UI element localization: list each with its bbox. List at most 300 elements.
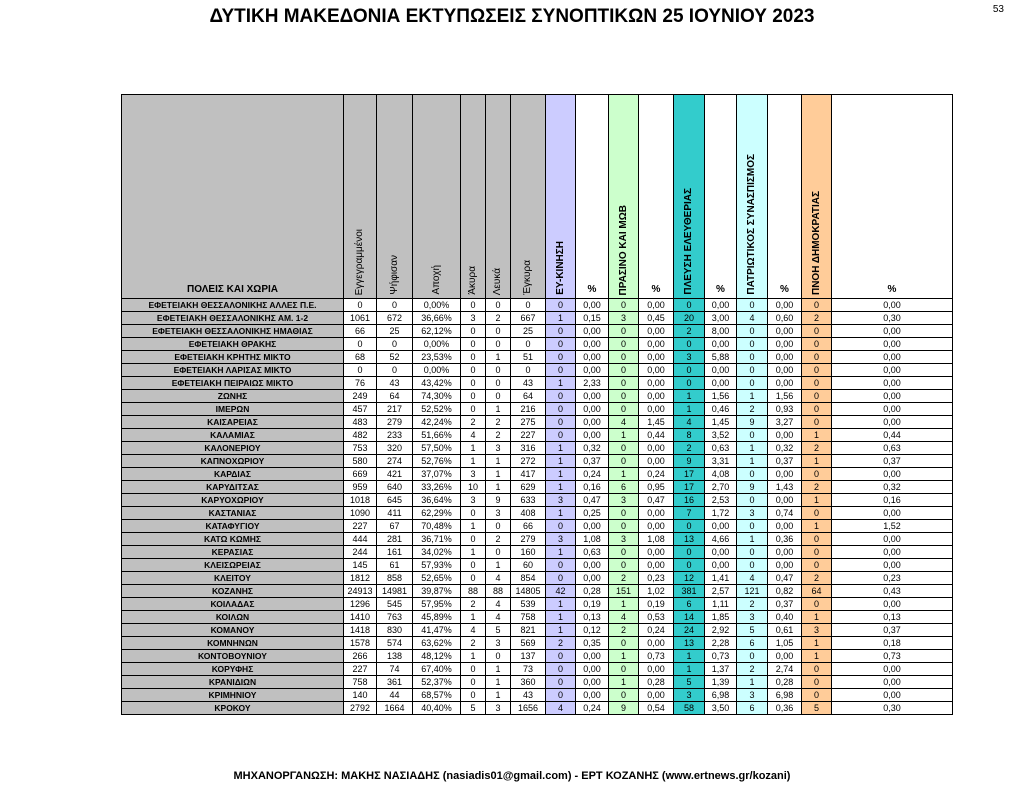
cell-registered: 227	[344, 663, 377, 676]
cell-party-1-pct: 0,13	[576, 611, 609, 624]
cell-blank: 0	[486, 299, 511, 312]
cell-party-1-pct: 0,63	[576, 546, 609, 559]
cell-valid: 821	[511, 624, 546, 637]
cell-party-5-pct: 0,00	[832, 338, 953, 351]
cell-party-3-pct: 1,72	[705, 507, 737, 520]
cell-party-2-pct: 0,19	[639, 598, 674, 611]
cell-registered: 0	[344, 338, 377, 351]
cell-invalid: 3	[461, 468, 486, 481]
cell-party-1-pct: 0,00	[576, 299, 609, 312]
cell-abstention: 52,52%	[413, 403, 461, 416]
cell-invalid: 0	[461, 325, 486, 338]
cell-party-2-pct: 0,00	[639, 559, 674, 572]
cell-abstention: 0,00%	[413, 299, 461, 312]
cell-blank: 0	[486, 325, 511, 338]
table-row	[122, 468, 953, 481]
cell-party-2-votes: 1	[609, 429, 639, 442]
cell-abstention: 51,66%	[413, 429, 461, 442]
cell-party-4-pct: 3,27	[768, 416, 802, 429]
cell-party-2-votes: 2	[609, 572, 639, 585]
cell-invalid: 1	[461, 546, 486, 559]
header-valid: Έγκυρα	[511, 95, 546, 299]
cell-party-5-votes: 0	[802, 338, 832, 351]
cell-party-1-pct: 0,00	[576, 429, 609, 442]
cell-party-2-votes: 1	[609, 598, 639, 611]
cell-valid: 51	[511, 351, 546, 364]
cell-party-5-pct: 1,52	[832, 520, 953, 533]
cell-party-2-votes: 0	[609, 403, 639, 416]
cell-party-1-votes: 3	[546, 533, 576, 546]
cell-party-2-votes: 0	[609, 520, 639, 533]
cell-voted: 67	[377, 520, 413, 533]
cell-voted: 830	[377, 624, 413, 637]
cell-valid: 0	[511, 364, 546, 377]
cell-party-1-pct: 0,00	[576, 364, 609, 377]
cell-voted: 574	[377, 637, 413, 650]
cell-party-5-votes: 0	[802, 351, 832, 364]
cell-party-5-pct: 0,00	[832, 533, 953, 546]
cell-registered: 249	[344, 390, 377, 403]
cell-party-5-pct: 0,63	[832, 442, 953, 455]
cell-valid: 43	[511, 689, 546, 702]
cell-party-2-pct: 0,00	[639, 689, 674, 702]
cell-abstention: 37,07%	[413, 468, 461, 481]
header-abstention: Αποχή	[413, 95, 461, 299]
cell-party-3-pct: 1,56	[705, 390, 737, 403]
cell-party-1-pct: 0,00	[576, 663, 609, 676]
cell-name: ΕΦΕΤΕΙΑΚΗ ΠΕΙΡΑΙΩΣ ΜΙΚΤΟ	[122, 377, 344, 390]
cell-party-2-votes: 4	[609, 611, 639, 624]
cell-abstention: 45,89%	[413, 611, 461, 624]
cell-party-4-pct: 0,00	[768, 299, 802, 312]
cell-party-1-votes: 0	[546, 364, 576, 377]
cell-party-4-pct: 1,05	[768, 637, 802, 650]
cell-name: ΚΡΑΝΙΔΙΩΝ	[122, 676, 344, 689]
cell-party-3-votes: 17	[674, 468, 705, 481]
cell-party-5-pct: 0,37	[832, 455, 953, 468]
cell-party-5-pct: 0,00	[832, 689, 953, 702]
cell-invalid: 0	[461, 403, 486, 416]
cell-abstention: 0,00%	[413, 364, 461, 377]
header-pct-5: %	[832, 95, 953, 299]
cell-party-4-pct: 0,00	[768, 559, 802, 572]
cell-voted: 421	[377, 468, 413, 481]
cell-party-4-votes: 0	[737, 520, 768, 533]
cell-party-5-pct: 0,37	[832, 624, 953, 637]
cell-blank: 0	[486, 364, 511, 377]
cell-party-5-votes: 0	[802, 364, 832, 377]
cell-invalid: 0	[461, 533, 486, 546]
table-row	[122, 533, 953, 546]
cell-abstention: 36,64%	[413, 494, 461, 507]
cell-party-1-votes: 0	[546, 572, 576, 585]
cell-party-3-votes: 13	[674, 533, 705, 546]
cell-party-1-pct: 0,00	[576, 676, 609, 689]
cell-party-4-votes: 2	[737, 663, 768, 676]
cell-party-5-votes: 1	[802, 611, 832, 624]
table-row	[122, 338, 953, 351]
cell-invalid: 2	[461, 598, 486, 611]
cell-party-5-pct: 0,13	[832, 611, 953, 624]
cell-party-3-votes: 13	[674, 637, 705, 650]
cell-party-4-votes: 0	[737, 429, 768, 442]
table-row	[122, 403, 953, 416]
cell-party-2-votes: 151	[609, 585, 639, 598]
cell-party-2-votes: 3	[609, 533, 639, 546]
cell-registered: 68	[344, 351, 377, 364]
cell-party-4-votes: 3	[737, 507, 768, 520]
cell-party-4-votes: 4	[737, 572, 768, 585]
header-pct-3: %	[705, 95, 737, 299]
cell-party-1-pct: 0,00	[576, 351, 609, 364]
cell-party-5-pct: 0,30	[832, 702, 953, 715]
cell-party-3-votes: 0	[674, 520, 705, 533]
cell-party-2-votes: 0	[609, 325, 639, 338]
table-row	[122, 442, 953, 455]
table-row	[122, 624, 953, 637]
cell-party-5-votes: 1	[802, 429, 832, 442]
results-table	[121, 94, 953, 715]
cell-party-2-votes: 2	[609, 624, 639, 637]
cell-registered: 244	[344, 546, 377, 559]
cell-party-1-votes: 0	[546, 299, 576, 312]
cell-party-1-pct: 0,47	[576, 494, 609, 507]
cell-registered: 1296	[344, 598, 377, 611]
cell-name: ΚΑΛΟΝΕΡΙΟΥ	[122, 442, 344, 455]
cell-voted: 281	[377, 533, 413, 546]
cell-registered: 580	[344, 455, 377, 468]
cell-party-3-pct: 0,00	[705, 299, 737, 312]
cell-blank: 4	[486, 572, 511, 585]
cell-valid: 667	[511, 312, 546, 325]
cell-party-2-votes: 3	[609, 312, 639, 325]
cell-valid: 60	[511, 559, 546, 572]
cell-invalid: 0	[461, 351, 486, 364]
cell-name: ΚΑΡΔΙΑΣ	[122, 468, 344, 481]
cell-party-3-votes: 24	[674, 624, 705, 637]
cell-valid: 43	[511, 377, 546, 390]
cell-party-5-votes: 1	[802, 637, 832, 650]
cell-name: ΚΟΙΛΩΝ	[122, 611, 344, 624]
cell-valid: 539	[511, 598, 546, 611]
cell-party-1-pct: 0,00	[576, 338, 609, 351]
cell-registered: 753	[344, 442, 377, 455]
cell-party-1-votes: 1	[546, 507, 576, 520]
cell-valid: 66	[511, 520, 546, 533]
cell-party-3-pct: 3,50	[705, 702, 737, 715]
cell-party-4-pct: 0,00	[768, 377, 802, 390]
cell-name: ΚΛΕΙΤΟΥ	[122, 572, 344, 585]
cell-party-1-votes: 1	[546, 598, 576, 611]
cell-invalid: 0	[461, 338, 486, 351]
cell-party-3-votes: 6	[674, 598, 705, 611]
cell-abstention: 40,40%	[413, 702, 461, 715]
cell-party-1-votes: 0	[546, 689, 576, 702]
cell-blank: 5	[486, 624, 511, 637]
cell-abstention: 62,12%	[413, 325, 461, 338]
cell-party-4-votes: 0	[737, 351, 768, 364]
cell-party-2-votes: 0	[609, 455, 639, 468]
cell-party-3-pct: 0,73	[705, 650, 737, 663]
cell-voted: 320	[377, 442, 413, 455]
cell-party-2-pct: 0,00	[639, 338, 674, 351]
cell-party-2-pct: 0,54	[639, 702, 674, 715]
cell-party-3-votes: 20	[674, 312, 705, 325]
cell-party-4-votes: 121	[737, 585, 768, 598]
cell-party-3-pct: 2,92	[705, 624, 737, 637]
cell-party-2-pct: 0,95	[639, 481, 674, 494]
cell-invalid: 4	[461, 429, 486, 442]
cell-abstention: 57,50%	[413, 442, 461, 455]
cell-party-3-votes: 1	[674, 403, 705, 416]
cell-invalid: 88	[461, 585, 486, 598]
cell-party-1-pct: 0,25	[576, 507, 609, 520]
cell-party-3-pct: 0,46	[705, 403, 737, 416]
cell-party-3-votes: 7	[674, 507, 705, 520]
cell-party-3-votes: 2	[674, 325, 705, 338]
cell-registered: 227	[344, 520, 377, 533]
cell-blank: 1	[486, 663, 511, 676]
cell-party-4-pct: 0,00	[768, 468, 802, 481]
header-invalid: Άκυρα	[461, 95, 486, 299]
cell-party-5-votes: 0	[802, 390, 832, 403]
cell-blank: 4	[486, 611, 511, 624]
cell-blank: 1	[486, 403, 511, 416]
cell-party-3-votes: 16	[674, 494, 705, 507]
cell-name: ΚΑΛΑΜΙΑΣ	[122, 429, 344, 442]
cell-party-1-pct: 0,15	[576, 312, 609, 325]
cell-blank: 1	[486, 559, 511, 572]
cell-party-3-votes: 9	[674, 455, 705, 468]
cell-party-5-pct: 0,18	[832, 637, 953, 650]
cell-party-5-votes: 0	[802, 546, 832, 559]
cell-party-4-votes: 0	[737, 377, 768, 390]
cell-party-4-pct: 0,60	[768, 312, 802, 325]
cell-valid: 64	[511, 390, 546, 403]
cell-name: ΚΟΜΑΝΟΥ	[122, 624, 344, 637]
cell-blank: 1	[486, 481, 511, 494]
cell-party-4-votes: 5	[737, 624, 768, 637]
cell-valid: 216	[511, 403, 546, 416]
cell-registered: 145	[344, 559, 377, 572]
cell-party-4-votes: 2	[737, 598, 768, 611]
cell-party-1-votes: 4	[546, 702, 576, 715]
cell-blank: 2	[486, 312, 511, 325]
cell-blank: 1	[486, 676, 511, 689]
cell-party-5-pct: 0,00	[832, 676, 953, 689]
table-row	[122, 520, 953, 533]
cell-party-3-pct: 0,00	[705, 338, 737, 351]
cell-voted: 138	[377, 650, 413, 663]
cell-blank: 9	[486, 494, 511, 507]
cell-party-2-votes: 0	[609, 364, 639, 377]
cell-registered: 266	[344, 650, 377, 663]
cell-party-2-votes: 6	[609, 481, 639, 494]
cell-invalid: 0	[461, 689, 486, 702]
cell-party-5-votes: 1	[802, 520, 832, 533]
cell-voted: 233	[377, 429, 413, 442]
cell-party-5-votes: 3	[802, 624, 832, 637]
cell-abstention: 41,47%	[413, 624, 461, 637]
cell-party-5-votes: 0	[802, 403, 832, 416]
cell-party-5-votes: 2	[802, 312, 832, 325]
cell-party-2-pct: 0,00	[639, 663, 674, 676]
cell-abstention: 68,57%	[413, 689, 461, 702]
cell-registered: 76	[344, 377, 377, 390]
cell-party-2-votes: 1	[609, 676, 639, 689]
cell-invalid: 0	[461, 676, 486, 689]
cell-voted: 361	[377, 676, 413, 689]
cell-name: ΕΦΕΤΕΙΑΚΗ ΛΑΡΙΣΑΣ ΜΙΚΤΟ	[122, 364, 344, 377]
cell-voted: 217	[377, 403, 413, 416]
cell-party-3-votes: 0	[674, 377, 705, 390]
table-row	[122, 611, 953, 624]
header-party-1: ΕΥ-ΚΙΝΗΣΗ	[546, 95, 576, 299]
table-row	[122, 325, 953, 338]
table-row	[122, 702, 953, 715]
cell-valid: 408	[511, 507, 546, 520]
table-row	[122, 416, 953, 429]
cell-name: ΚΑΠΝΟΧΩΡΙΟΥ	[122, 455, 344, 468]
cell-party-3-votes: 5	[674, 676, 705, 689]
cell-party-1-votes: 1	[546, 442, 576, 455]
cell-party-1-pct: 2,33	[576, 377, 609, 390]
header-party-5: ΠΝΟΗ ΔΗΜΟΚΡΑΤΙΑΣ	[802, 95, 832, 299]
table-row	[122, 377, 953, 390]
cell-blank: 1	[486, 455, 511, 468]
cell-blank: 0	[486, 650, 511, 663]
cell-name: ΚΑΣΤΑΝΙΑΣ	[122, 507, 344, 520]
cell-valid: 137	[511, 650, 546, 663]
cell-name: ΕΦΕΤΕΙΑΚΗ ΚΡΗΤΗΣ ΜΙΚΤΟ	[122, 351, 344, 364]
cell-registered: 457	[344, 403, 377, 416]
cell-party-5-votes: 0	[802, 299, 832, 312]
cell-voted: 0	[377, 364, 413, 377]
cell-party-3-pct: 2,70	[705, 481, 737, 494]
cell-party-4-pct: 0,47	[768, 572, 802, 585]
cell-party-1-votes: 0	[546, 559, 576, 572]
cell-party-1-votes: 0	[546, 416, 576, 429]
header-party-3: ΠΛΕΥΣΗ ΕΛΕΥΘΕΡΙΑΣ	[674, 95, 705, 299]
cell-party-5-votes: 0	[802, 468, 832, 481]
table-row	[122, 481, 953, 494]
cell-party-4-votes: 0	[737, 650, 768, 663]
cell-abstention: 57,95%	[413, 598, 461, 611]
cell-party-3-votes: 3	[674, 689, 705, 702]
cell-party-5-votes: 0	[802, 598, 832, 611]
header-party-2: ΠΡΑΣΙΝΟ ΚΑΙ ΜΩΒ	[609, 95, 639, 299]
table-row	[122, 598, 953, 611]
cell-party-5-votes: 0	[802, 559, 832, 572]
cell-party-3-pct: 4,08	[705, 468, 737, 481]
cell-party-1-votes: 1	[546, 481, 576, 494]
cell-party-1-votes: 0	[546, 325, 576, 338]
cell-party-1-pct: 0,00	[576, 403, 609, 416]
page-number: 53	[992, 4, 1004, 15]
cell-blank: 88	[486, 585, 511, 598]
cell-name: ΕΦΕΤΕΙΑΚΗ ΘΕΣΣΑΛΟΝΙΚΗΣ ΑΜ. 1-2	[122, 312, 344, 325]
cell-invalid: 1	[461, 650, 486, 663]
cell-party-5-votes: 0	[802, 689, 832, 702]
cell-abstention: 42,24%	[413, 416, 461, 429]
table-row	[122, 676, 953, 689]
cell-party-2-pct: 1,08	[639, 533, 674, 546]
cell-voted: 161	[377, 546, 413, 559]
cell-party-2-pct: 0,00	[639, 403, 674, 416]
cell-party-1-votes: 0	[546, 338, 576, 351]
cell-party-4-pct: 0,00	[768, 650, 802, 663]
cell-blank: 1	[486, 351, 511, 364]
cell-party-1-votes: 1	[546, 611, 576, 624]
header-voted: Ψήφισαν	[377, 95, 413, 299]
cell-party-2-votes: 0	[609, 442, 639, 455]
cell-blank: 2	[486, 416, 511, 429]
cell-party-5-votes: 1	[802, 494, 832, 507]
cell-party-5-votes: 0	[802, 663, 832, 676]
cell-party-1-votes: 0	[546, 351, 576, 364]
cell-voted: 25	[377, 325, 413, 338]
cell-party-4-pct: 0,61	[768, 624, 802, 637]
cell-party-3-pct: 3,00	[705, 312, 737, 325]
cell-party-5-pct: 0,00	[832, 663, 953, 676]
cell-party-2-pct: 0,00	[639, 455, 674, 468]
cell-party-4-votes: 1	[737, 455, 768, 468]
cell-party-5-pct: 0,00	[832, 377, 953, 390]
cell-invalid: 10	[461, 481, 486, 494]
cell-party-5-pct: 0,30	[832, 312, 953, 325]
cell-party-3-pct: 0,00	[705, 559, 737, 572]
table-row	[122, 507, 953, 520]
cell-party-1-votes: 0	[546, 403, 576, 416]
cell-valid: 279	[511, 533, 546, 546]
cell-party-1-votes: 2	[546, 637, 576, 650]
cell-party-5-pct: 0,00	[832, 468, 953, 481]
cell-abstention: 48,12%	[413, 650, 461, 663]
cell-abstention: 67,40%	[413, 663, 461, 676]
cell-name: ΚΕΡΑΣΙΑΣ	[122, 546, 344, 559]
cell-voted: 74	[377, 663, 413, 676]
cell-party-5-pct: 0,00	[832, 403, 953, 416]
cell-party-4-pct: 0,36	[768, 702, 802, 715]
cell-registered: 1090	[344, 507, 377, 520]
cell-party-3-pct: 1,39	[705, 676, 737, 689]
footer-credits: ΜΗΧΑΝΟΡΓΑΝΩΣΗ: ΜΑΚΗΣ ΝΑΣΙΑΔΗΣ (nasiadis01@gmail.com) - ΕΡΤ ΚΟΖΑΝΗΣ (www.ertnews.gr/kozani)	[233, 770, 791, 782]
cell-party-2-pct: 0,00	[639, 377, 674, 390]
cell-party-2-pct: 1,45	[639, 416, 674, 429]
table-row	[122, 429, 953, 442]
cell-party-4-votes: 6	[737, 702, 768, 715]
cell-party-4-pct: 1,56	[768, 390, 802, 403]
cell-party-1-votes: 1	[546, 468, 576, 481]
cell-party-2-votes: 0	[609, 507, 639, 520]
cell-abstention: 0,00%	[413, 338, 461, 351]
cell-party-2-pct: 0,47	[639, 494, 674, 507]
cell-name: ΚΑΡΥΔΙΤΣΑΣ	[122, 481, 344, 494]
cell-blank: 0	[486, 546, 511, 559]
cell-registered: 758	[344, 676, 377, 689]
cell-party-2-pct: 0,28	[639, 676, 674, 689]
cell-party-5-votes: 0	[802, 676, 832, 689]
cell-party-4-pct: 0,40	[768, 611, 802, 624]
cell-party-1-pct: 0,00	[576, 325, 609, 338]
cell-invalid: 1	[461, 520, 486, 533]
cell-blank: 1	[486, 689, 511, 702]
cell-party-3-pct: 2,53	[705, 494, 737, 507]
cell-party-2-votes: 3	[609, 494, 639, 507]
table-row	[122, 663, 953, 676]
cell-party-2-pct: 0,00	[639, 364, 674, 377]
cell-party-5-pct: 0,00	[832, 325, 953, 338]
